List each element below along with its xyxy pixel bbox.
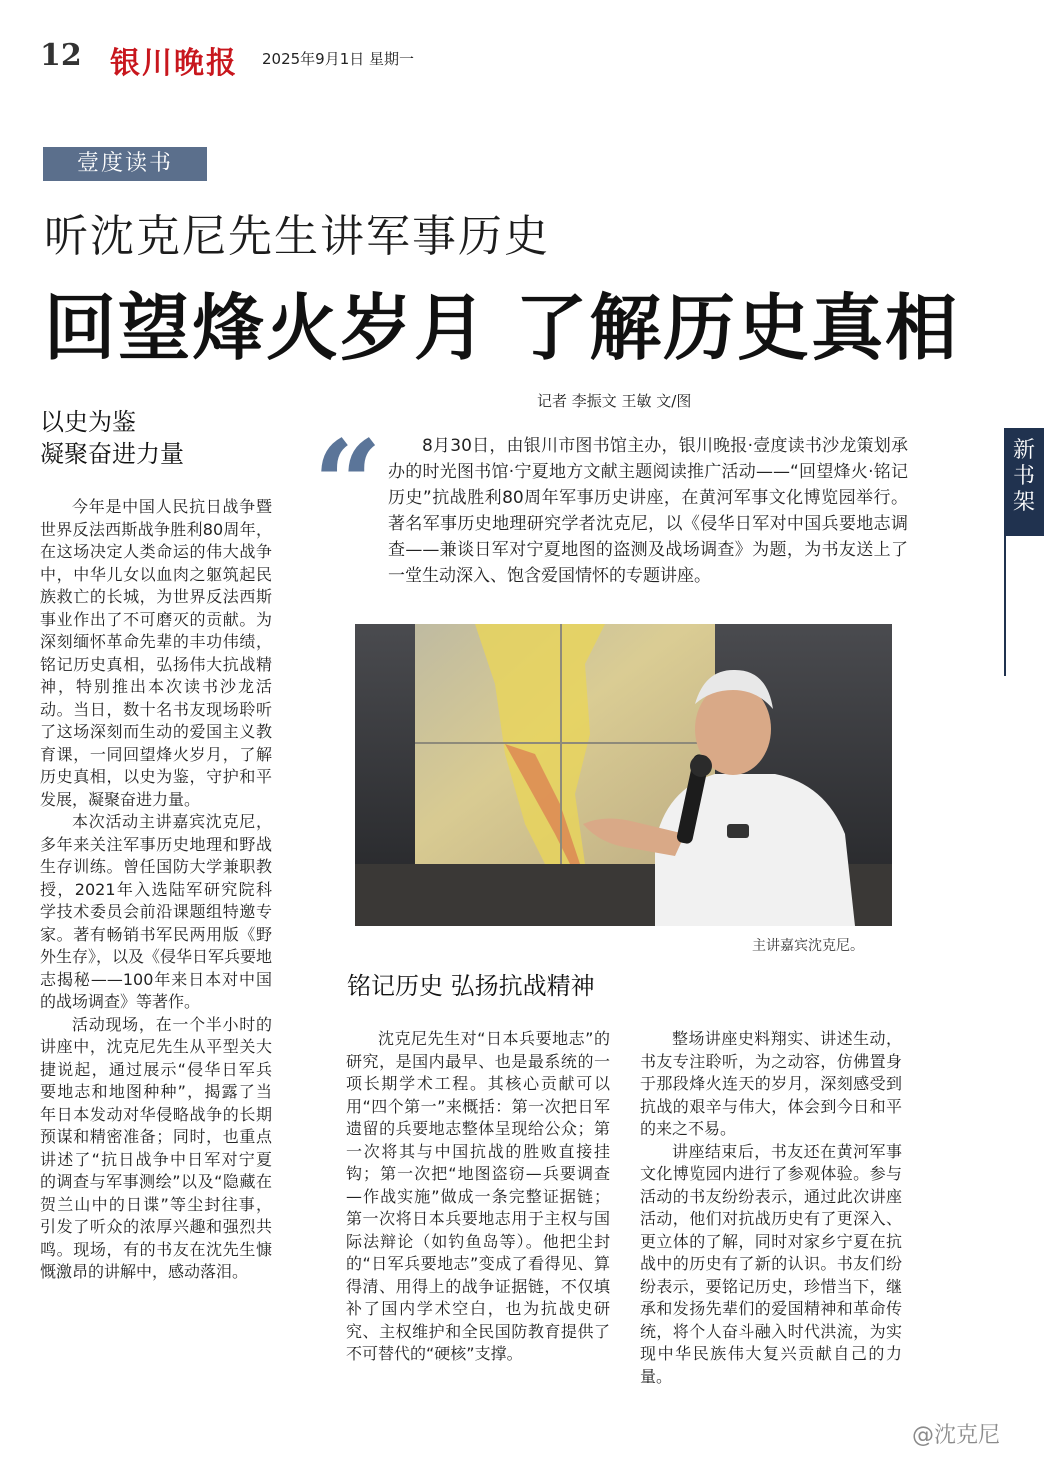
article-subtitle: 听沈克尼先生讲军事历史	[44, 211, 550, 262]
side-tab-new-bookshelf: 新书架	[1004, 428, 1044, 536]
photo-caption: 主讲嘉宾沈克尼。	[752, 938, 864, 954]
section2-column-b	[640, 1028, 902, 1388]
article-headline: 回望烽火岁月 了解历史真相	[44, 286, 960, 370]
lecture-photo-illustration	[355, 624, 892, 926]
newspaper-logo: 银川晚报	[110, 46, 238, 81]
section2-heading: 铭记历史 弘扬抗战精神	[347, 972, 595, 1000]
page-number: 12	[40, 38, 82, 73]
article-photo	[355, 624, 892, 926]
side-tab-rule	[1004, 536, 1006, 676]
lead-paragraph	[388, 433, 908, 589]
section1-paragraph: 本次活动主讲嘉宾沈克尼，多年来关注军事历史地理和野战生存训练。曾任国防大学兼职教授，2021年入选陆军研究院科学技术委员会前沿课题组特邀专家。著有畅销书军民两用版《野外生存》，以及《侵华日军兵要地志揭秘——100年来日本对中国的战场调查》等著作。	[40, 812, 273, 1011]
byline: 记者 李振文 王敏 文/图	[537, 392, 692, 410]
lead-text: 8月30日，由银川市图书馆主办，银川晚报·壹度读书沙龙策划承办的时光图书馆·宁夏地方文献主题阅读推广活动——“回望烽火·铭记历史”抗战胜利80周年军事历史讲座，在黄河军事文化博览园举行。著名军事历史地理研究学者沈克尼，以《侵华日军对中国兵要地志调查——兼谈日军对宁夏地图的盗测及战场调查》为题，为书友送上了一堂生动深入、饱含爱国情怀的专题讲座。	[388, 436, 908, 586]
section1-heading-line2: 凝聚奋进力量	[40, 440, 184, 468]
section1-paragraph: 活动现场，在一个半小时的讲座中，沈克尼先生从平型关大捷说起，通过展示“侵华日军兵要地志和地图种种”，揭露了当年日本发动对华侵略战争的长期预谋和精密准备；同时，也重点讲述了“抗日战争中日军对宁夏的调查与军事测绘”以及“隐藏在贺兰山中的日谍”等尘封往事，引发了听众的浓厚兴趣和强烈共鸣。现场，有的书友在沈先生慷慨激昂的讲解中，感动落泪。	[40, 1014, 272, 1281]
section-tag: 壹度读书	[43, 147, 207, 181]
section1-heading-line1: 以史为鉴	[40, 408, 136, 436]
section2-paragraph: 整场讲座史料翔实、讲述生动，书友专注聆听，为之动容，仿佛置身于那段烽火连天的岁月，深刻感受到抗战的艰辛与伟大，体会到今日和平的来之不易。	[640, 1029, 902, 1138]
weibo-watermark: @沈克尼	[912, 1423, 1001, 1448]
section2-paragraph: 沈克尼先生对“日本兵要地志”的研究，是国内最早、也是最系统的一项长期学术工程。其核心贡献可以用“四个第一”来概括：第一次把日军遗留的兵要地志整体呈现给公众；第一次将其与中国抗战的胜败直接挂钩；第一次把“地图盗窃—兵要调查—作战实施”做成一条完整证据链；第一次将日本兵要地志用于主权与国际法辩论（如钓鱼岛等）。他把尘封的“日军兵要地志”变成了看得见、算得清、用得上的战争证据链，不仅填补了国内学术空白，也为抗战史研究、主权维护和全民国防教育提供了不可替代的“硬核”支撑。	[346, 1029, 610, 1363]
section2-column-a	[346, 1028, 610, 1366]
section1-paragraph: 今年是中国人民抗日战争暨世界反法西斯战争胜利80周年，在这场决定人类命运的伟大战争中，中华儿女以血肉之躯筑起民族救亡的长城，为世界反法西斯事业作出了不可磨灭的贡献。为深刻缅怀革命先辈的丰功伟绩，铭记历史真相，弘扬伟大抗战精神，特别推出本次读书沙龙活动。当日，数十名书友现场聆听了这场深刻而生动的爱国主义教育课，一同回望烽火岁月，了解历史真相，以史为鉴，守护和平发展，凝聚奋进力量。	[40, 497, 272, 809]
issue-date: 2025年9月1日 星期一	[262, 50, 415, 68]
section1-body	[40, 496, 272, 1284]
quote-mark-icon: “	[313, 414, 383, 555]
section2-paragraph: 讲座结束后，书友还在黄河军事文化博览园内进行了参观体验。参与活动的书友纷纷表示，通过此次讲座活动，他们对抗战历史有了更深入、更立体的了解，同时对家乡宁夏在抗战中的历史有了新的认识。书友们纷纷表示，要铭记历史，珍惜当下，继承和发扬先辈们的爱国精神和革命传统，将个人奋斗融入时代洪流，为实现中华民族伟大复兴贡献自己的力量。	[640, 1141, 902, 1386]
section1-heading	[40, 406, 184, 470]
